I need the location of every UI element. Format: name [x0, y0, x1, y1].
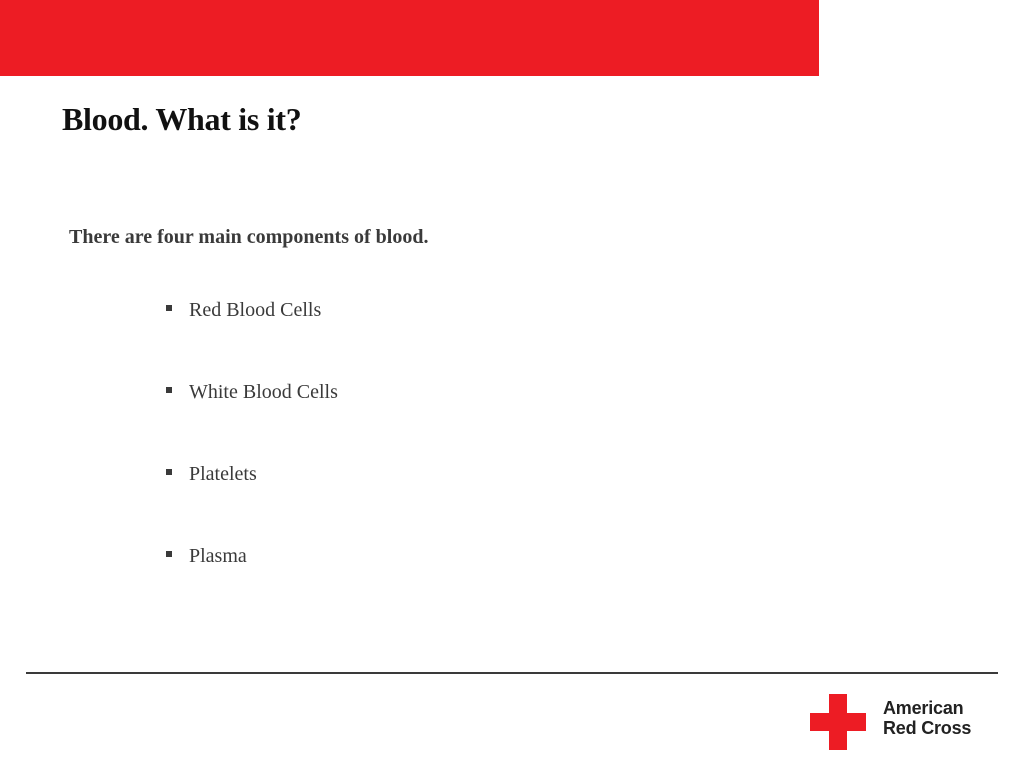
american-red-cross-logo	[810, 692, 990, 752]
square-bullet-icon	[166, 305, 172, 311]
top-red-bar	[0, 0, 819, 76]
footer-divider	[26, 672, 998, 674]
square-bullet-icon	[166, 387, 172, 393]
logo-line-american: American	[883, 698, 964, 718]
bullet-label: Red Blood Cells	[189, 299, 322, 321]
logo-line-red-cross: Red Cross	[883, 718, 972, 738]
bullet-label: Platelets	[189, 463, 257, 485]
red-cross-icon	[810, 694, 866, 750]
square-bullet-icon	[166, 469, 172, 475]
square-bullet-icon	[166, 551, 172, 557]
slide-title: Blood. What is it?	[62, 101, 302, 137]
bullet-label: White Blood Cells	[189, 381, 338, 403]
cross-horizontal-bar	[810, 713, 866, 731]
logo-wordmark	[883, 698, 971, 738]
intro-text: There are four main components of blood.	[69, 226, 429, 248]
bullet-label: Plasma	[189, 545, 247, 567]
